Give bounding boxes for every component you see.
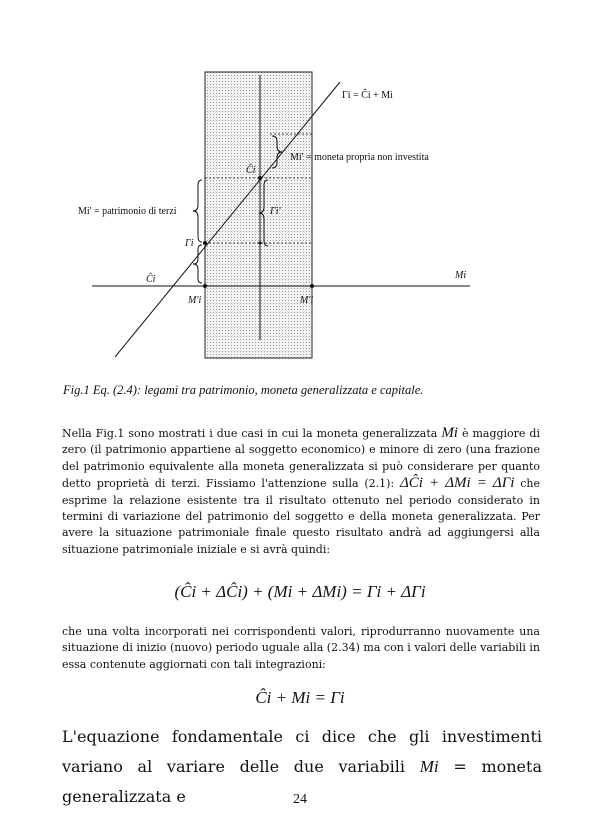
brace-third-party bbox=[193, 180, 202, 242]
label-m-prime-right: M'i bbox=[300, 295, 314, 306]
label-m-prime-left: M'i bbox=[188, 295, 202, 306]
shaded-region bbox=[205, 72, 312, 358]
figure-diagram bbox=[0, 0, 600, 380]
label-third-party: Mi' = patrimonio di terzi bbox=[78, 206, 177, 217]
paragraph-2: che una volta incorporati nei corrispondenti valori, riprodurranno nuovamente una situazione di inizio (nuovo) periodo uguale alla (2.34) ma con i valori delle variabili in essa contenute aggiornati con tali integrazioni: bbox=[62, 625, 540, 671]
label-gamma-eq: Γi = Ĉi + Mi bbox=[342, 90, 393, 101]
paragraph-1-middle: è maggiore di zero (il patrimonio appartiene al soggetto economico) e minore di zero (una frazione del patrimonio equivalente alla moneta generalizzata si può considerare per quanto detto proprietà di terzi. Fissiamo l'attenzione sulla (2.1): bbox=[62, 427, 540, 491]
label-m-axis: Mi bbox=[455, 270, 467, 281]
page-number: 24 bbox=[293, 792, 307, 807]
figure-caption: Fig.1 Eq. (2.4): legami tra patrimonio, moneta generalizzata e capitale. bbox=[63, 383, 424, 397]
inline-eq-mi-2: Mi bbox=[419, 757, 439, 776]
inline-eq-delta: ΔĈi + ΔMi = ΔΓi bbox=[400, 475, 515, 492]
equation-1: (Ĉi + ΔĈi) + (Mi + ΔMi) = Γi + ΔΓi bbox=[174, 582, 426, 601]
label-own-money: Mi' = moneta propria non investita bbox=[290, 152, 429, 163]
brace-gamma bbox=[193, 245, 202, 283]
label-c-hat-top: Ĉi bbox=[246, 165, 256, 176]
label-gamma-i: Γi bbox=[185, 238, 194, 249]
label-c-hat-left: Ĉi bbox=[146, 274, 156, 285]
paragraph-3-start: L'equazione fondamentale ci dice che gli investimenti variano al variare delle due variabili bbox=[62, 727, 542, 776]
inline-eq-mi: Mi bbox=[441, 425, 458, 441]
paragraph-1-start: Nella Fig.1 sono mostrati i due casi in cui la moneta generalizzata bbox=[62, 427, 438, 440]
equation-2: Ĉi + Mi = Γi bbox=[255, 688, 345, 707]
label-gamma-prime: Γi' bbox=[270, 206, 281, 217]
paragraph-3-end: = moneta generalizzata e bbox=[62, 757, 542, 806]
paragraph-1-tail: che esprime la relazione esistente tra il risultato ottenuto nel periodo considerato in termini di variazione del patrimonio del soggetto e della moneta generalizzata. Per avere la situazione patrimoniale finale questo risultato andrà ad aggiungersi alla situazione patrimoniale iniziale e si avrà quindi: bbox=[62, 477, 540, 556]
paragraph-1 bbox=[62, 425, 540, 558]
